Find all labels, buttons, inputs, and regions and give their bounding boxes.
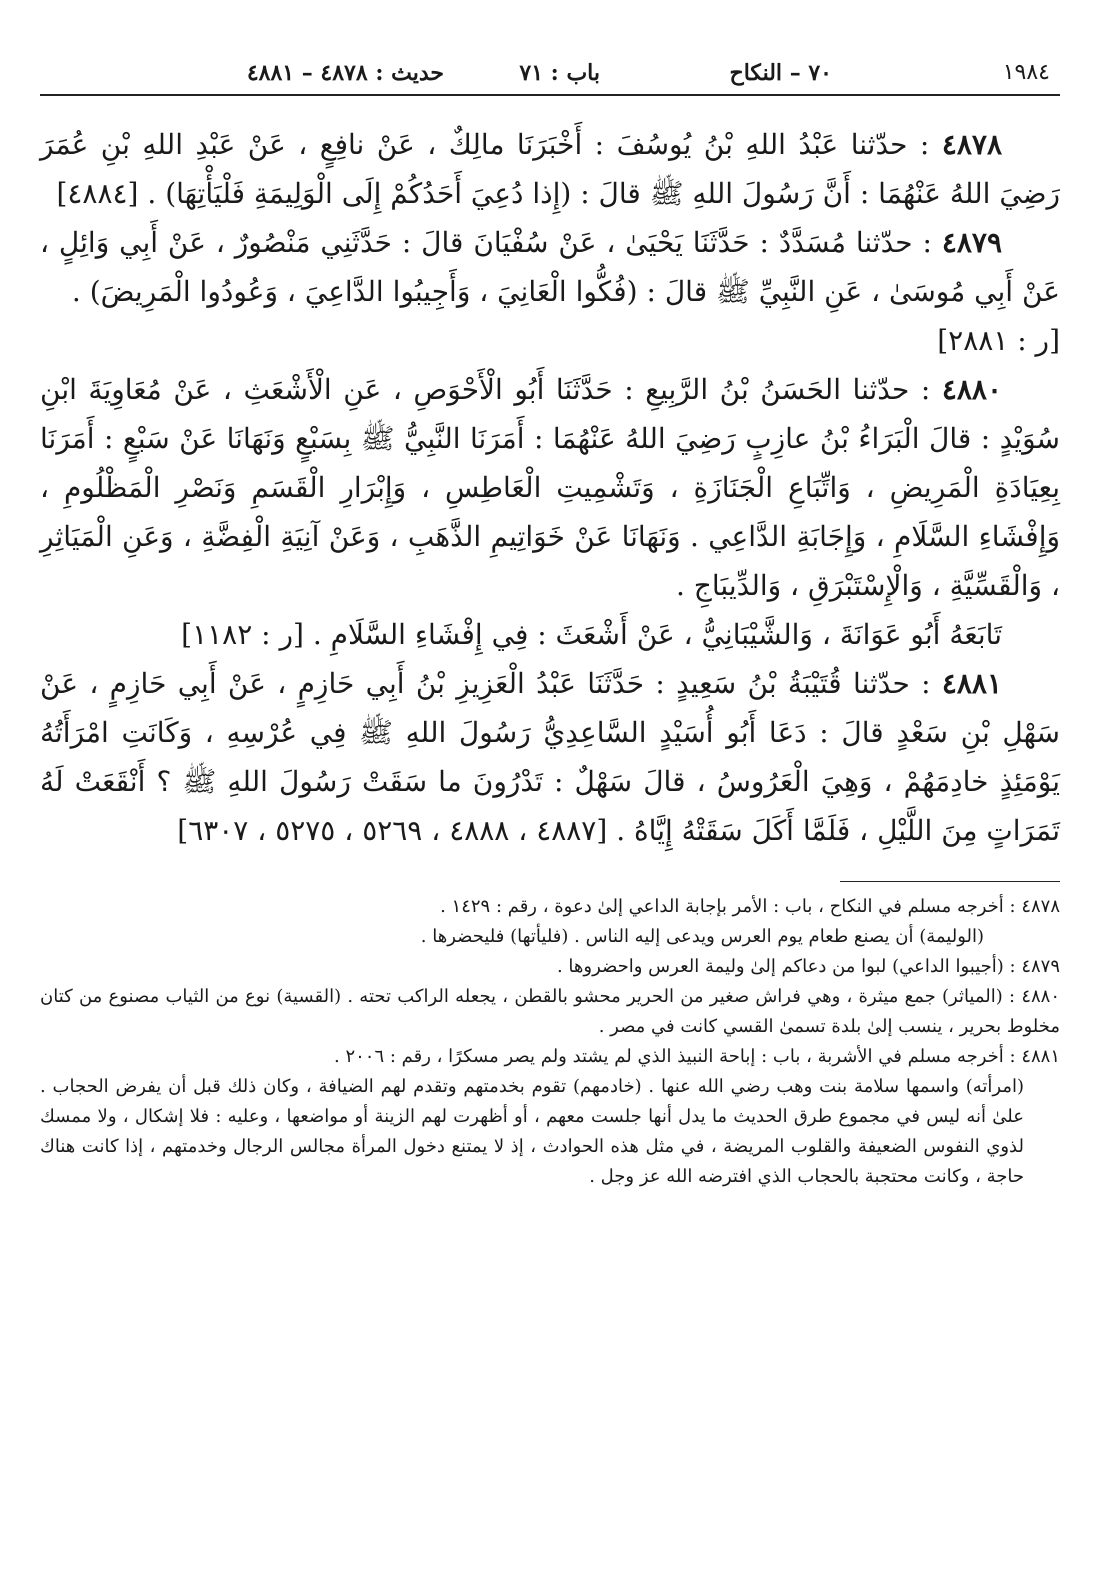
hadith-4879-ref [40, 316, 1060, 365]
footnote-4881 [40, 1042, 1060, 1072]
hadith-4879 [40, 218, 1060, 316]
hadith-4880 [40, 365, 1060, 610]
hadith-body: : حدّثنا مُسَدَّدٌ : حَدَّثَنَا يَحْيَىٰ ، عَنْ سُفْيَانَ قالَ : حَدَّثَنِي مَنْصُورٌ ، عَنْ أَبِي وَائِلٍ ، عَنْ أَبِي مُوسَىٰ ، عَنِ النَّبِيِّ ﷺ قالَ : (فُكُّوا الْعَانِيَ ، وَأَجِيبُوا الدَّاعِيَ ، وَعُودُوا الْمَرِيضَ) . [40, 226, 1060, 308]
hadith-body: : حدّثنا الحَسَنُ بْنُ الرَّبِيعِ : حَدَّثَنَا أَبُو الْأَحْوَصِ ، عَنِ الْأَشْعَثِ ، عَنْ مُعَاوِيَةَ ابْنِ سُوَيْدٍ : قالَ الْبَرَاءُ بْنُ عازِبٍ رَضِيَ اللهُ عَنْهُمَا : أَمَرَنَا النَّبِيُّ ﷺ بِسَبْعٍ وَنَهَانَا عَنْ سَبْعٍ : أَمَرَنَا بِعِيَادَةِ الْمَرِيضِ ، وَاتِّبَاعِ الْجَنَازَةِ ، وَتَشْمِيتِ الْعَاطِسِ ، وَإِبْرَارِ الْقَسَمِ وَنَصْرِ الْمَظْلُومِ ، وَإِفْشَاءِ السَّلَامِ ، وَإِجَابَةِ الدَّاعِي . وَنَهَانَا عَنْ خَوَاتِيمِ الذَّهَبِ ، وَعَنْ آنِيَةِ الْفِضَّةِ ، وَعَنِ الْمَيَاثِرِ ، وَالْقَسِّيَّةِ ، وَالْإِسْتَبْرَقِ ، وَالدِّيبَاجِ . [40, 373, 1060, 602]
hadith-text [40, 120, 1060, 855]
hadith-number: ٤٨٨٠ [941, 373, 1002, 406]
footnote-number: ٤٨٨٠ [1021, 986, 1060, 1007]
footnote-text: : أخرجه مسلم في الأشربة ، باب : إباحة النبيذ الذي لم يشتد ولم يصر مسكرًا ، رقم : ٢٠٠٦ . [333, 1046, 1016, 1067]
footnote-text: : (أجيبوا الداعي) لبوا من دعاكم إلىٰ وليمة العرس واحضروها . [556, 956, 1016, 977]
cross-reference: [٤٨٨٧ ، ٤٨٨٨ ، ٥٢٦٩ ، ٥٢٧٥ ، ٦٣٠٧] [177, 814, 608, 847]
footnote-4878 [40, 892, 1060, 922]
footnote-number: ٤٨٧٩ [1021, 956, 1060, 977]
hadith-4880-follow [40, 610, 1060, 659]
footnote-number: ٤٨٧٨ [1021, 896, 1060, 917]
book-page [40, 50, 1060, 1192]
footnote-4879 [40, 952, 1060, 982]
page-number: ١٩٨٤ [1002, 60, 1050, 85]
footnote-separator [840, 881, 1060, 882]
hadith-number: ٤٨٨١ [941, 667, 1002, 700]
hadith-body: : حدّثنا قُتَيْبَةُ بْنُ سَعِيدٍ : حَدَّثَنَا عَبْدُ الْعَزِيزِ بْنُ أَبِي حَازِمٍ ، عَنْ أَبِي حَازِمٍ ، عَنْ سَهْلِ بْنِ سَعْدٍ قالَ : دَعَا أَبُو أُسَيْدٍ السَّاعِدِيُّ رَسُولَ اللهِ ﷺ فِي عُرْسِهِ ، وَكَانَتِ امْرَأَتُهُ يَوْمَئِذٍ خادِمَهُمْ ، وَهِيَ الْعَرُوسُ ، قالَ سَهْلٌ : تَدْرُونَ ما سَقَتْ رَسُولَ اللهِ ﷺ ؟ أَنْقَعَتْ لَهُ تَمَرَاتٍ مِنَ اللَّيْلِ ، فَلَمَّا أَكَلَ سَقَتْهُ إِيَّاهُ . [40, 667, 1060, 847]
book-title: ٧٠ – النكاح [729, 60, 832, 86]
footnote-4878-gloss [40, 922, 1060, 952]
footnote-text: : أخرجه مسلم في النكاح ، باب : الأمر بإجابة الداعي إلىٰ دعوة ، رقم : ١٤٢٩ . [440, 896, 1016, 917]
footnotes [40, 892, 1060, 1192]
cross-reference: [ر : ٢٨٨١] [937, 324, 1060, 357]
footnote-number: ٤٨٨١ [1021, 1046, 1060, 1067]
footnote-text: (الوليمة) أن يصنع طعام يوم العرس ويدعى إليه الناس . (فليأتها) فليحضرها . [420, 926, 984, 947]
hadith-body: : حدّثنا عَبْدُ اللهِ بْنُ يُوسُفَ : أَخْبَرَنَا مالِكٌ ، عَنْ نافِعٍ ، عَنْ عَبْدِ اللهِ بْنِ عُمَرَ رَضِيَ اللهُ عَنْهُمَا : أَنَّ رَسُولَ اللهِ ﷺ قالَ : (إِذا دُعِيَ أَحَدُكُمْ إِلَى الْوَلِيمَةِ فَلْيَأْتِهَا) . [40, 128, 1060, 210]
cross-reference: [٤٨٨٤] [56, 177, 139, 210]
hadith-number: ٤٨٧٩ [941, 226, 1002, 259]
page-header [40, 50, 1060, 96]
hadith-range: حديث : ٤٨٧٨ – ٤٨٨١ [246, 60, 444, 86]
footnote-4880 [40, 982, 1060, 1042]
hadith-4878 [40, 120, 1060, 218]
footnote-text: (امرأته) واسمها سلامة بنت وهب رضي الله عنها . (خادمهم) تقوم بخدمتهم وتقدم لهم الضيافة ، وكان ذلك قبل أن يفرض الحجاب . علىٰ أنه ليس في مجموع طرق الحديث ما يدل أنها جلست معهم ، أو أظهرت لهم الزينة أو مواضعها ، وعليه : فلا إشكال ، ولا ممسك لذوي النفوس الضعيفة والقلوب المريضة ، في مثل هذه الحوادث ، إذ لا يمتنع دخول المرأة مجالس الرجال وخدمتهم ، إذا كانت هناك حاجة ، وكانت محتجبة بالحجاب الذي افترضه الله عز وجل . [40, 1076, 1024, 1187]
hadith-4881 [40, 659, 1060, 855]
chapter-number: باب : ٧١ [519, 60, 600, 86]
footnote-4881-gloss [40, 1072, 1060, 1192]
cross-reference: [ر : ١١٨٢] [181, 618, 304, 651]
footnote-text: : (المياثر) جمع ميثرة ، وهي فراش صغير من الحرير محشو بالقطن ، يجعله الراكب تحته . (القسية) نوع من الثياب مصنوع من كتان مخلوط بحرير ، ينسب إلىٰ بلدة تسمىٰ القسي كانت في مصر . [40, 986, 1060, 1037]
follow-up-text: تَابَعَهُ أَبُو عَوَانَةَ ، وَالشَّيْبَانِيُّ ، عَنْ أَشْعَثَ : فِي إِفْشَاءِ السَّلَامِ . [312, 618, 1002, 651]
hadith-number: ٤٨٧٨ [941, 128, 1002, 161]
